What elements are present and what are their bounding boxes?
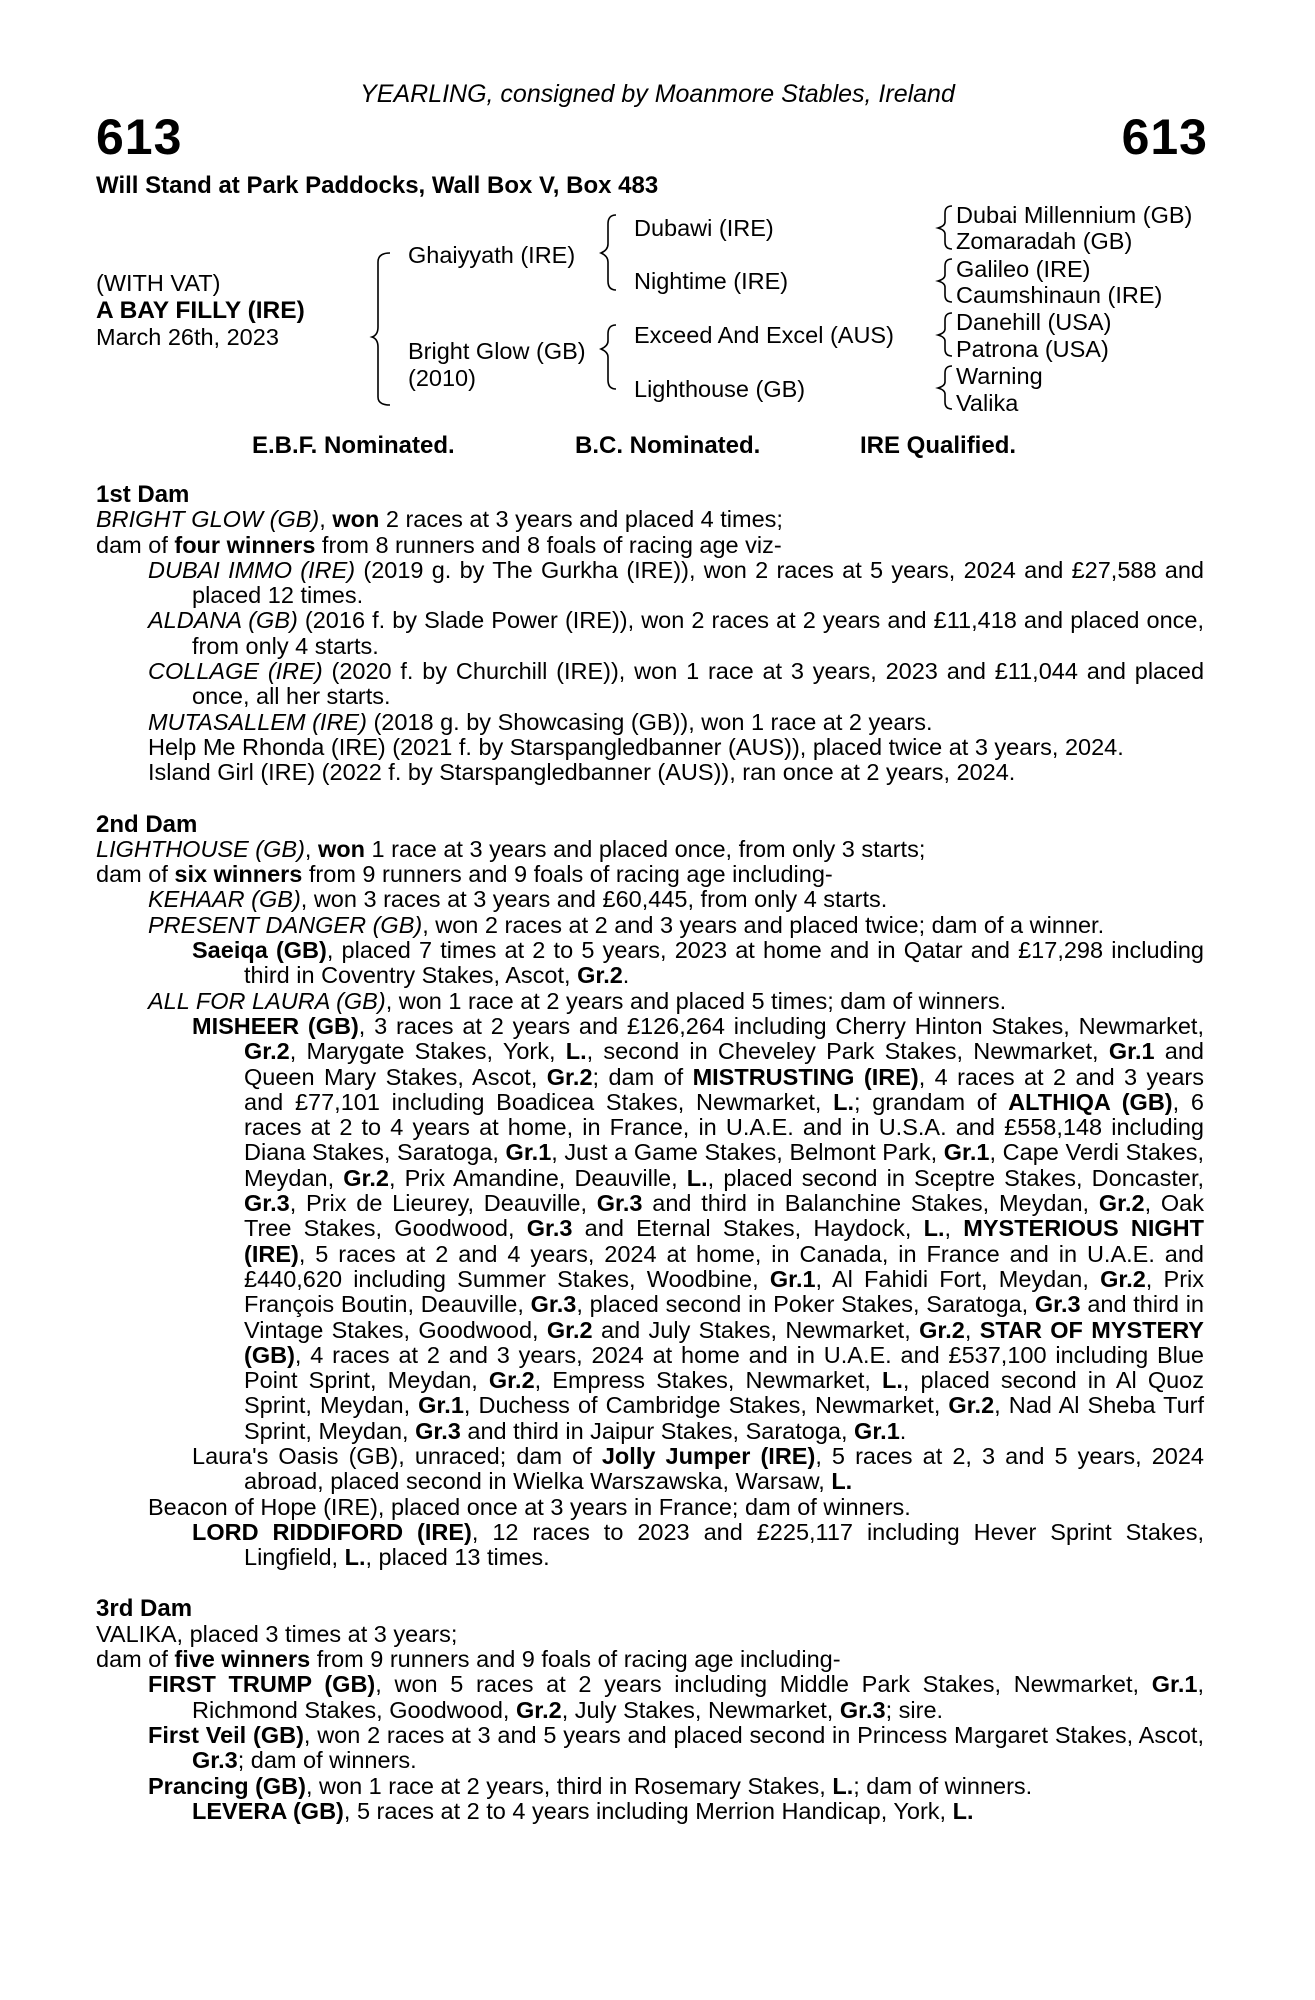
third-dam-heading: 3rd Dam bbox=[96, 1595, 193, 1623]
vat-note: (WITH VAT) bbox=[96, 270, 221, 296]
dam-name: Bright Glow (GB) bbox=[408, 338, 586, 364]
second-dam-heading: 2nd Dam bbox=[96, 810, 198, 838]
sire-dam: Nightime (IRE) bbox=[634, 268, 789, 294]
ancestor-3: Galileo (IRE) bbox=[956, 256, 1091, 282]
first-dam-produce-summary: dam of four winners from 8 runners and 8 foals of racing age viz- bbox=[96, 531, 782, 558]
stand-location: Will Stand at Park Paddocks, Wall Box V, Box 483 bbox=[96, 172, 659, 199]
produce-entry: Island Girl (IRE) (2022 f. by Starspangledbanner (AUS)), ran once at 2 years, 2024. bbox=[148, 759, 1016, 786]
bc-nomination: B.C. Nominated. bbox=[575, 432, 761, 459]
produce-entry-misheer: MISHEER (GB), 3 races at 2 years and £126,264 including Cherry Hinton Stakes, Newmarket, Gr.2, Marygate Stakes, York, L., second in Cheveley Park Stakes, Newmarket, Gr.1 and Queen Mary Stakes, Ascot, Gr.2; dam of MISTRUSTING (IRE), 4 races at 2 and 3 years and £77,101 including Boadicea Stakes, Newmarket, L.; grandam of ALTHIQA (GB), 6 races at 2 to 4 years at home, in France, in U.A.E. and in U.S.A. and £558,148 including Diana Stakes, Saratoga, Gr.1, Just a Game Stakes, Belmont Park, Gr.1, Cape Verdi Stakes, Meydan, Gr.2, Prix Amandine, Deauville, L., placed second in Sceptre Stakes, Doncaster, Gr.3, Prix de Lieurey, Deauville, Gr.3 and third in Balanchine Stakes, Meydan, Gr.2, Oak Tree Stakes, Goodwood, Gr.3 and Eternal Stakes, Haydock, L., MYSTERIOUS NIGHT (IRE), 5 races at 2 and 4 years, 2024 at home, in Canada, in France and in U.A.E. and £440,620 including Summer Stakes, Woodbine, Gr.1, Al Fahidi Fort, Meydan, Gr.2, Prix François Boutin, Deauville, Gr.3, placed second in Poker Stakes, Saratoga, Gr.3 and third in Vintage Stakes, Goodwood, Gr.2 and July Stakes, Newmarket, Gr.2, STAR OF MYSTERY (GB), 4 races at 2 and 3 years, 2024 at home and in U.A.E. and £537,100 including Blue Point Sprint, Meydan, Gr.2, Empress Stakes, Newmarket, L., placed second in Al Quoz Sprint, Meydan, Gr.1, Duchess of Cambridge Stakes, Newmarket, Gr.2, Nad Al Sheba Turf Sprint, Meydan, Gr.3 and third in Jaipur Stakes, Saratoga, Gr.1. bbox=[192, 1012, 1205, 1444]
third-dam-line: VALIKA, placed 3 times at 3 years; bbox=[96, 1620, 458, 1647]
second-dam-line: LIGHTHOUSE (GB), won 1 race at 3 years and placed once, from only 3 starts; bbox=[96, 835, 926, 862]
produce-entry: Laura's Oasis (GB), unraced; dam of Jolly Jumper (IRE), 5 races at 2, 3 and 5 years, 2024 abroad, placed second in Wielka Warszawska, Warsaw, L. bbox=[192, 1442, 1205, 1495]
first-dam-heading: 1st Dam bbox=[96, 481, 190, 508]
produce-entry: LORD RIDDIFORD (IRE), 12 races to 2023 and £225,117 including Hever Sprint Stakes, Lingfield, L., placed 13 times. bbox=[192, 1518, 1204, 1571]
foaling-date: March 26th, 2023 bbox=[96, 324, 279, 350]
first-dam-line: BRIGHT GLOW (GB), won 2 races at 3 years and placed 4 times; bbox=[96, 506, 783, 533]
produce-record bbox=[96, 482, 1204, 1824]
ancestor-7: Warning bbox=[956, 363, 1043, 389]
produce-entry: Beacon of Hope (IRE), placed once at 3 years in France; dam of winners. bbox=[148, 1493, 911, 1520]
ancestor-2: Zomaradah (GB) bbox=[956, 228, 1133, 254]
ancestor-4: Caumshinaun (IRE) bbox=[956, 282, 1163, 308]
ancestor-1: Dubai Millennium (GB) bbox=[956, 202, 1193, 228]
ebf-nomination: E.B.F. Nominated. bbox=[252, 432, 455, 459]
dam-year: (2010) bbox=[408, 365, 476, 391]
lot-number-left: 613 bbox=[96, 109, 183, 165]
produce-entry: ALL FOR LAURA (GB), won 1 race at 2 years and placed 5 times; dam of winners. bbox=[148, 987, 1007, 1014]
ancestor-5: Danehill (USA) bbox=[956, 309, 1112, 335]
produce-entry: Saeiqa (GB), placed 7 times at 2 to 5 years, 2023 at home and in Qatar and £17,298 including third in Coventry Stakes, Ascot, Gr.2. bbox=[192, 937, 1204, 989]
ancestor-8: Valika bbox=[956, 390, 1019, 416]
horse-name: A BAY FILLY (IRE) bbox=[96, 297, 305, 324]
lot-subtitle: YEARLING, consigned by Moanmore Stables, Ireland bbox=[360, 80, 955, 108]
produce-entry: LEVERA (GB), 5 races at 2 to 4 years including Merrion Handicap, York, L. bbox=[192, 1797, 974, 1824]
produce-entry: FIRST TRUMP (GB), won 5 races at 2 years including Middle Park Stakes, Newmarket, Gr.1, Richmond Stakes, Goodwood, Gr.2, July Stakes, Newmarket, Gr.3; sire. bbox=[148, 1671, 1204, 1723]
dam-sire: Exceed And Excel (AUS) bbox=[634, 322, 894, 348]
produce-entry: KEHAAR (GB), won 3 races at 3 years and £60,445, from only 4 starts. bbox=[148, 886, 888, 913]
sire-sire: Dubawi (IRE) bbox=[634, 215, 774, 241]
second-dam-produce-summary: dam of six winners from 9 runners and 9 foals of racing age including- bbox=[96, 861, 833, 888]
ire-qualified: IRE Qualified. bbox=[860, 432, 1017, 459]
produce-entry: DUBAI IMMO (IRE) (2019 g. by The Gurkha (IRE)), won 2 races at 5 years, 2024 and £27,588 and placed 12 times. bbox=[148, 556, 1204, 609]
produce-entry: Help Me Rhonda (IRE) (2021 f. by Starspangledbanner (AUS)), placed twice at 3 years, 2024. bbox=[148, 733, 1124, 760]
produce-entry: MUTASALLEM (IRE) (2018 g. by Showcasing (GB)), won 1 race at 2 years. bbox=[148, 708, 933, 735]
sire-name: Ghaiyyath (IRE) bbox=[408, 242, 576, 268]
produce-entry: ALDANA (GB) (2016 f. by Slade Power (IRE)), won 2 races at 2 years and £11,418 and placed once, from only 4 starts. bbox=[148, 607, 1204, 659]
ancestor-6: Patrona (USA) bbox=[956, 336, 1109, 362]
produce-entry: First Veil (GB), won 2 races at 3 and 5 years and placed second in Princess Margaret Stakes, Ascot, Gr.3; dam of winners. bbox=[148, 1721, 1204, 1774]
produce-entry: PRESENT DANGER (GB), won 2 races at 2 and 3 years and placed twice; dam of a winner. bbox=[148, 911, 1105, 938]
lot-number-right: 613 bbox=[1121, 109, 1208, 165]
third-dam-produce-summary: dam of five winners from 9 runners and 9 foals of racing age including- bbox=[96, 1646, 841, 1673]
produce-entry: COLLAGE (IRE) (2020 f. by Churchill (IRE)), won 1 race at 3 years, 2023 and £11,044 and placed once, all her starts. bbox=[148, 658, 1205, 710]
pedigree-table bbox=[0, 0, 1315, 440]
dam-dam: Lighthouse (GB) bbox=[634, 376, 806, 402]
produce-entry: Prancing (GB), won 1 race at 2 years, third in Rosemary Stakes, L.; dam of winners. bbox=[148, 1772, 1033, 1799]
